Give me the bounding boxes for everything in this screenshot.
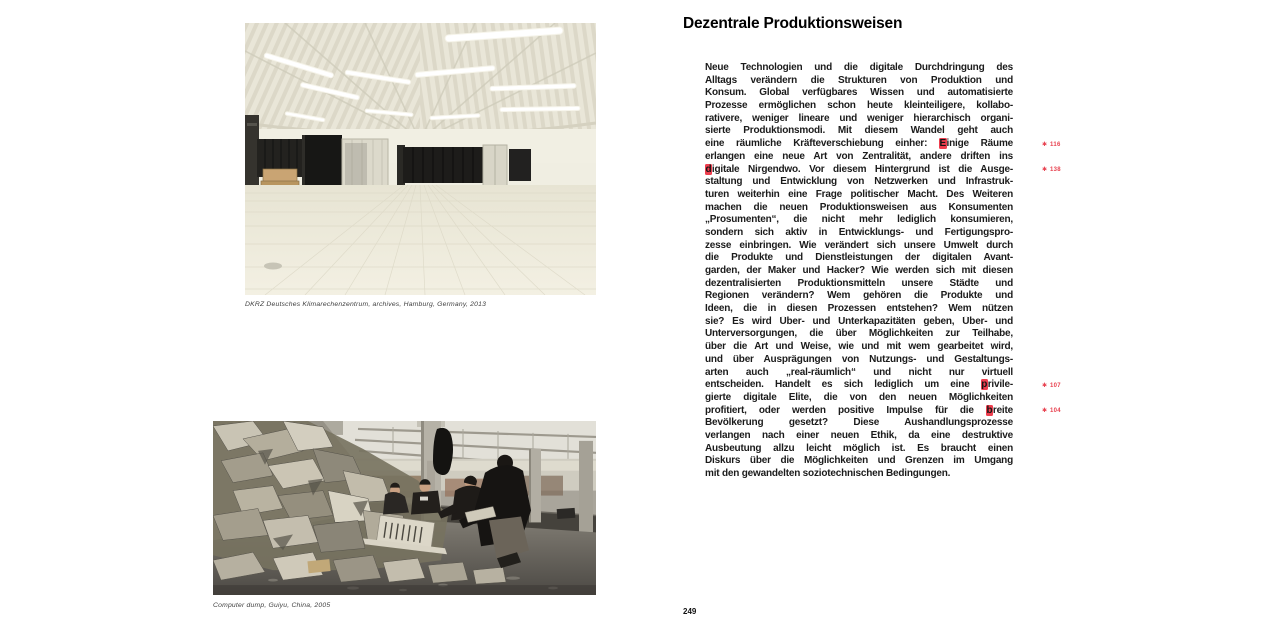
red-highlight-letter: d <box>705 163 712 175</box>
body-line: sie? Es wird Über- und Unterkapazitäten geben, Über- und <box>705 315 1013 327</box>
body-line: rativere, weniger lineare und weniger hierarchisch organi- <box>705 112 1013 124</box>
margin-reference <box>1042 167 1061 174</box>
body-line: digitale Nirgendwo. Vor diesem Hintergrund ist die Ausge- <box>705 163 1013 175</box>
margin-reference <box>1042 408 1061 415</box>
photo-computer-dump <box>213 421 596 595</box>
body-line: Regionen verändern? Wem gehören die Produkte und <box>705 290 1013 302</box>
body-line: Unterversorgungen, die über Möglichkeiten zur Teilhabe, <box>705 328 1013 340</box>
margin-reference-number: 107 <box>1050 383 1061 389</box>
margin-reference-number: 116 <box>1050 141 1061 148</box>
red-highlight-letter: b <box>986 404 993 416</box>
body-line: Neue Technologien und die digitale Durchdringung des <box>705 62 1013 73</box>
body-line: und über Ausprägungen von Nutzungs- und Gestaltungs- <box>705 353 1013 365</box>
asterisk-icon: ✱ <box>1042 383 1048 389</box>
body-line: arten auch „real-räumlich“ und nicht nur virtuell <box>705 366 1013 378</box>
body-line: die Produkte und Dienstleistungen der digitalen Avant- <box>705 252 1013 264</box>
article-title: Dezentrale Produktionsweisen <box>683 15 903 32</box>
figure-caption-datacenter: DKRZ Deutsches Klimarechenzentrum, archives, Hamburg, Germany, 2013 <box>245 301 487 308</box>
body-line: entscheiden. Handelt es sich lediglich um eine privile- <box>705 379 1013 391</box>
body-line: sondern sich aktiv in Entwicklungs- und Fertigungspro- <box>705 226 1013 238</box>
red-highlight-letter: p <box>981 379 988 391</box>
body-line: Diskurs über die Möglichkeiten und Grenzen im Umgang <box>705 455 1013 467</box>
body-line: machen die neuen Produktionsweisen aus Konsumenten <box>705 201 1013 213</box>
body-line: „Prosumenten“, die nicht mehr lediglich konsumieren, <box>705 214 1013 226</box>
margin-references <box>1042 0 1082 640</box>
page-number: 249 <box>683 607 697 616</box>
body-line: erlangen eine neue Art von Zentralität, andere driften ins <box>705 150 1013 162</box>
body-line: eine räumliche Kräfteverschiebung einher: Einige Räume <box>705 138 1013 150</box>
body-line: garden, der Maker und Hacker? Wie werden sich mit diesen <box>705 265 1013 276</box>
asterisk-icon: ✱ <box>1042 167 1048 174</box>
asterisk-icon: ✱ <box>1042 408 1048 415</box>
red-highlight-letter: E <box>939 138 947 150</box>
body-line: Konsum. Global verfügbares Wissen und automatisierte <box>705 87 1013 99</box>
body-line: Alltags verändern die Strukturen von Produktion und <box>705 74 1013 86</box>
body-line: turen weiterhin eine Frage politischer Macht. Des Weiteren <box>705 188 1013 200</box>
margin-reference <box>1042 142 1061 149</box>
margin-reference <box>1042 383 1061 390</box>
article-body <box>705 62 1013 481</box>
asterisk-icon: ✱ <box>1042 141 1048 148</box>
photo-datacenter-interior <box>245 23 596 295</box>
body-line: Ideen, die in diesen Prozessen entstehen? Wem nützen <box>705 303 1013 315</box>
margin-reference-number: 104 <box>1050 408 1061 415</box>
body-line: Ausbeutung allzu leicht möglich ist. Es braucht einen <box>705 442 1013 454</box>
body-line: dezentralisierten Produktionsmitteln unsere Städte und <box>705 277 1013 289</box>
body-line: Bevölkerung gesetzt? Diese Aushandlungsprozesse <box>705 417 1013 429</box>
body-line: mit den gewandelten soziotechnischen Bedingungen. <box>705 468 951 479</box>
body-line: über die Art und Weise, wie und mit wem gearbeitet wird, <box>705 341 1013 353</box>
body-line: Prozesse ermöglichen schon heute kleinteiligere, kollabo- <box>705 100 1013 112</box>
body-line: verlangen nach einer neuen Ethik, da eine destruktive <box>705 429 1013 441</box>
body-line: zesse einbringen. Wie verändert sich unsere Umwelt durch <box>705 239 1013 251</box>
margin-reference-number: 138 <box>1050 167 1061 174</box>
body-line: staltung und Entwicklung von Netzwerken und Infrastruk- <box>705 176 1013 188</box>
e-waste-illustration <box>213 421 596 595</box>
figure-caption-computer-dump: Computer dump, Guiyu, China, 2005 <box>213 602 331 609</box>
body-line: gierte digitale Elite, die von den neuen Möglichkeiten <box>705 391 1013 403</box>
datacenter-illustration <box>245 23 596 295</box>
body-line: sierte Produktionsmodi. Mit diesem Wandel geht auch <box>705 125 1013 137</box>
body-line: profitiert, oder werden positive Impulse für die breite <box>705 404 1013 416</box>
